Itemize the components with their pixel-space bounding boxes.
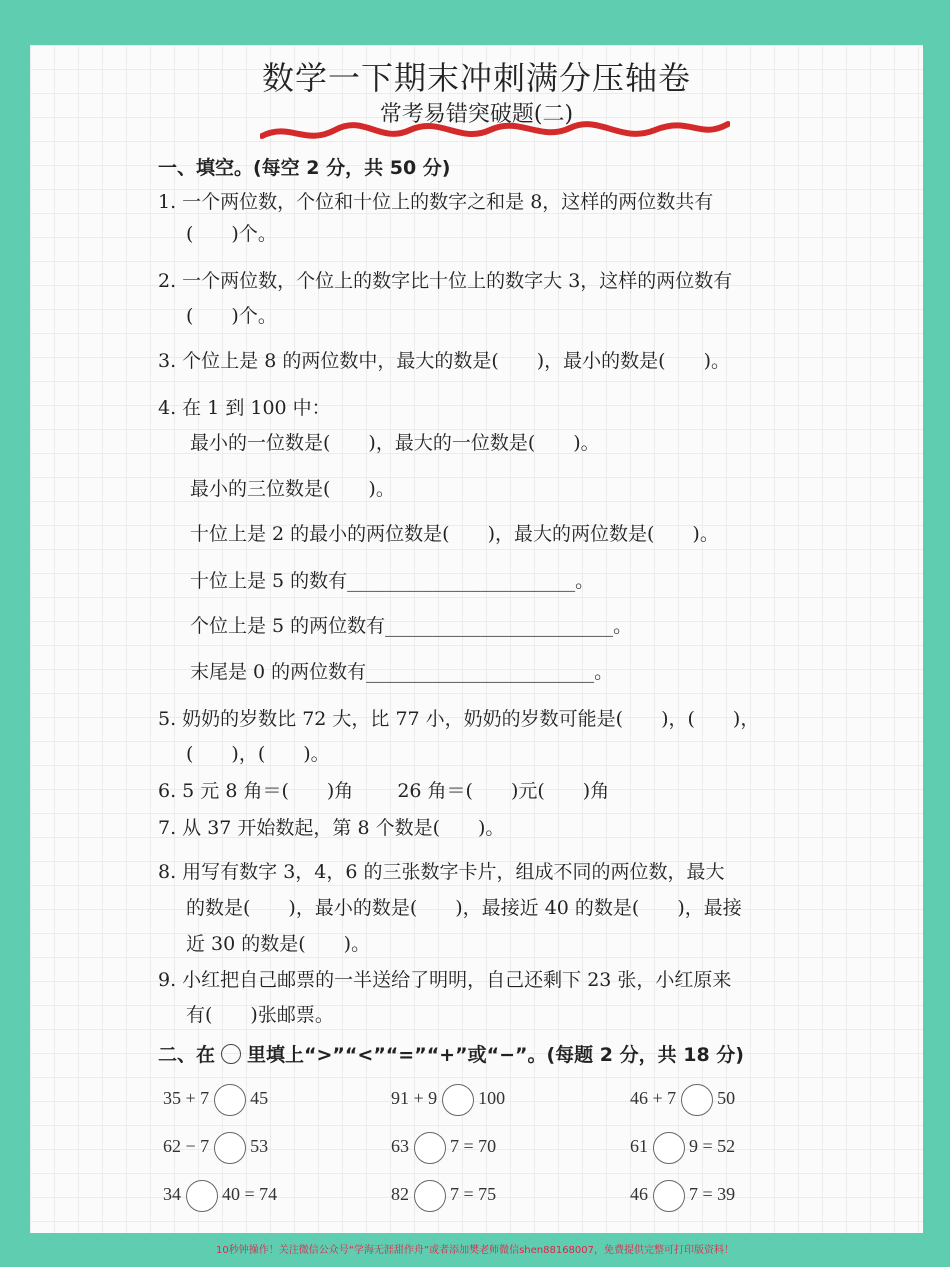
answer-circle[interactable] — [186, 1180, 218, 1212]
section1-heading: 一、填空。(每空 2 分，共 50 分) — [158, 157, 451, 179]
question-line: 近 30 的数是( )。 — [186, 933, 371, 955]
answer-circle[interactable] — [653, 1180, 685, 1212]
page-subtitle: 常考易错突破题(二) — [379, 102, 574, 127]
answer-circle[interactable] — [414, 1180, 446, 1212]
answer-circle[interactable] — [214, 1084, 246, 1116]
question-line: 9. 小红把自己邮票的一半送给了明明，自己还剩下 23 张，小红原来 — [158, 969, 732, 991]
answer-circle[interactable] — [653, 1132, 685, 1164]
worksheet-paper — [30, 45, 923, 1233]
answer-circle[interactable] — [442, 1084, 474, 1116]
question-line: ( )个。 — [186, 223, 277, 245]
compare-item: 91 + 9 100 — [391, 1084, 505, 1116]
answer-circle[interactable] — [414, 1132, 446, 1164]
question-line: 最小的一位数是( )，最大的一位数是( )。 — [190, 432, 600, 454]
question-line: 6. 5 元 8 角＝( )角 26 角＝( )元( )角 — [158, 780, 610, 802]
section2-heading: 二、在 里填上“>”“<”“=”“+”或“−”。(每题 2 分，共 18 分) — [158, 1044, 744, 1066]
compare-item: 62 − 7 53 — [163, 1132, 268, 1164]
question-line: 最小的三位数是( )。 — [190, 478, 395, 500]
brush-stroke-decoration — [260, 118, 730, 148]
question-line: 4. 在 1 到 100 中： — [158, 397, 331, 419]
question-line: 8. 用写有数字 3，4，6 的三张数字卡片，组成不同的两位数，最大 — [158, 861, 725, 883]
compare-item: 34 40 = 74 — [163, 1180, 277, 1212]
question-line: 7. 从 37 开始数起，第 8 个数是( )。 — [158, 817, 505, 839]
question-line: 3. 个位上是 8 的两位数中，最大的数是( )，最小的数是( )。 — [158, 350, 730, 372]
question-line: 1. 一个两位数，个位和十位上的数字之和是 8，这样的两位数共有 — [158, 191, 714, 213]
compare-item: 46 + 7 50 — [630, 1084, 735, 1116]
question-line: 5. 奶奶的岁数比 72 大，比 77 小，奶奶的岁数可能是( )，( )， — [158, 708, 760, 730]
compare-item: 35 + 7 45 — [163, 1084, 268, 1116]
question-line: ( )个。 — [186, 305, 277, 327]
answer-circle[interactable] — [681, 1084, 713, 1116]
compare-item: 63 7 = 70 — [391, 1132, 496, 1164]
compare-item: 46 7 = 39 — [630, 1180, 735, 1212]
question-line: 的数是( )，最小的数是( )，最接近 40 的数是( )，最接 — [186, 897, 742, 919]
question-line: 十位上是 5 的数有________________________。 — [190, 570, 595, 592]
question-line: 2. 一个两位数，个位上的数字比十位上的数字大 3，这样的两位数有 — [158, 270, 733, 292]
compare-item: 61 9 = 52 — [630, 1132, 735, 1164]
question-line: 十位上是 2 的最小的两位数是( )，最大的两位数是( )。 — [190, 523, 719, 545]
answer-circle[interactable] — [214, 1132, 246, 1164]
page-title: 数学一下期末冲刺满分压轴卷 — [261, 59, 691, 97]
circle-symbol-icon — [221, 1044, 241, 1064]
question-line: 个位上是 5 的两位数有________________________。 — [190, 615, 633, 637]
question-line: 有( )张邮票。 — [186, 1004, 334, 1026]
compare-item: 82 7 = 75 — [391, 1180, 496, 1212]
question-line: 末尾是 0 的两位数有________________________。 — [190, 661, 614, 683]
footer-notice: 10秒钟操作！关注微信公众号“学海无涯甜作舟”或者添加樊老师微信shen88168007，免费提供完整可打印版资料！ — [215, 1245, 735, 1256]
question-line: ( )，( )。 — [186, 743, 330, 765]
